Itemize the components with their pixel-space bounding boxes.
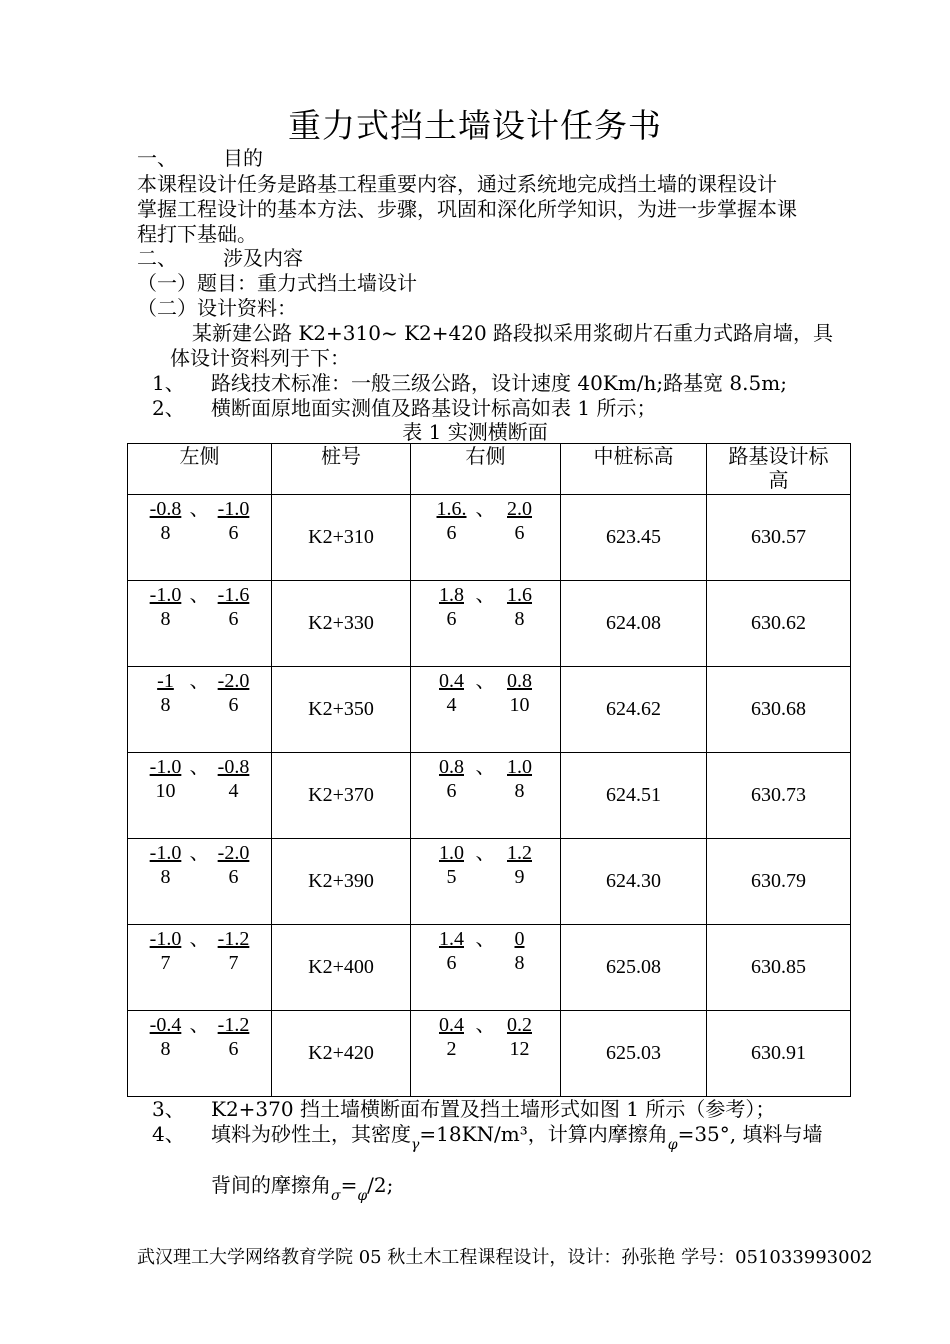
- center-elevation-cell: [561, 839, 707, 925]
- fraction-denominator: 7: [228, 952, 239, 974]
- fraction-denominator: 6: [228, 694, 239, 716]
- slope-fraction: [496, 927, 544, 975]
- slope-fraction: [496, 755, 544, 803]
- center-elevation-cell-value: 625.03: [606, 1042, 661, 1064]
- design-elevation-cell-value: 630.79: [751, 870, 806, 892]
- table-row: [128, 581, 851, 667]
- fraction-numerator: 1.6: [507, 584, 532, 606]
- station-cell-value: K2+420: [308, 1042, 374, 1064]
- right-side-cell: [411, 839, 561, 925]
- fraction-numerator: -1.0: [149, 584, 182, 606]
- slope-fraction: [496, 497, 544, 545]
- separator: 、: [189, 584, 210, 606]
- right-side-cell: [411, 753, 561, 839]
- separator: 、: [475, 498, 496, 520]
- slope-fraction: [428, 497, 476, 545]
- slope-fraction: [428, 669, 476, 717]
- list-text: 路线技术标准：一般三级公路，设计速度 40Km/h;路基宽 8.5m;: [211, 371, 787, 395]
- center-elevation-cell: [561, 1011, 707, 1097]
- slope-fraction: [142, 755, 190, 803]
- design-elevation-cell-value: 630.68: [751, 698, 806, 720]
- station-cell: [272, 925, 411, 1011]
- slope-fraction: [210, 497, 258, 545]
- fraction-numerator: 0.8: [507, 670, 532, 692]
- fraction-denominator: 8: [160, 866, 171, 888]
- fraction-numerator: 2.0: [507, 498, 532, 520]
- station-cell-value: K2+400: [308, 956, 374, 978]
- table-caption: 表 1 实测横断面: [402, 420, 548, 444]
- station-cell-value: K2+390: [308, 870, 374, 892]
- fraction-numerator: -1.0: [149, 928, 182, 950]
- design-elevation-cell-value: 630.91: [751, 1042, 806, 1064]
- fraction-numerator: -1.6: [217, 584, 250, 606]
- list-text: 背间的摩擦角: [211, 1173, 331, 1197]
- center-elevation-cell: [561, 753, 707, 839]
- subsection-title: （二）设计资料：: [137, 296, 297, 320]
- fraction-numerator: 1.8: [439, 584, 464, 606]
- list-text: =35°, 填料与墙: [677, 1122, 823, 1146]
- station-cell-value: K2+310: [308, 526, 374, 548]
- fraction-numerator: -0.8: [149, 498, 182, 520]
- fraction-denominator: 8: [160, 1038, 171, 1060]
- left-side-cell: [128, 667, 272, 753]
- slope-fraction: [428, 927, 476, 975]
- table-row: [128, 839, 851, 925]
- column-header: 桩号: [272, 444, 411, 495]
- section-2-heading: [137, 245, 303, 271]
- fraction-numerator: -0.8: [217, 756, 250, 778]
- list-text: 横断面原地面实测值及路基设计标高如表 1 所示；: [211, 396, 657, 420]
- page-title: 重力式挡土墙设计任务书: [288, 106, 662, 145]
- fraction-numerator: -1.2: [217, 1014, 250, 1036]
- fraction-numerator: 1.0: [507, 756, 532, 778]
- table-row: [128, 925, 851, 1011]
- separator: 、: [475, 756, 496, 778]
- separator: 、: [189, 670, 210, 692]
- list-item: [152, 1121, 823, 1153]
- list-text: 填料为砂性土，其密度: [211, 1122, 411, 1146]
- fraction-numerator: 1.6.: [436, 498, 467, 520]
- separator: 、: [475, 1014, 496, 1036]
- center-elevation-cell-value: 624.08: [606, 612, 661, 634]
- section-number: 二、: [137, 246, 177, 270]
- list-number: 3、: [152, 1097, 185, 1121]
- slope-fraction: [496, 583, 544, 631]
- fraction-numerator: 1.0: [439, 842, 464, 864]
- slope-fraction: [210, 1013, 258, 1061]
- fraction-denominator: 6: [446, 780, 457, 802]
- fraction-denominator: 8: [160, 694, 171, 716]
- slope-fraction: [428, 1013, 476, 1061]
- left-side-cell: [128, 925, 272, 1011]
- station-cell-value: K2+370: [308, 784, 374, 806]
- cross-section-table: [127, 443, 851, 1097]
- table-row: [128, 667, 851, 753]
- design-elevation-cell: [707, 753, 851, 839]
- center-elevation-cell-value: 624.62: [606, 698, 661, 720]
- list-number: 1、: [152, 371, 185, 395]
- design-elevation-cell-value: 630.73: [751, 784, 806, 806]
- table-row: [128, 495, 851, 581]
- right-side-cell: [411, 667, 561, 753]
- table-row: [128, 753, 851, 839]
- center-elevation-cell: [561, 581, 707, 667]
- list-text: =18KN/m³，计算内摩擦角: [419, 1122, 668, 1146]
- fraction-denominator: 5: [446, 866, 457, 888]
- left-side-cell: [128, 495, 272, 581]
- left-side-cell: [128, 1011, 272, 1097]
- center-elevation-cell-value: 623.45: [606, 526, 661, 548]
- right-side-cell: [411, 1011, 561, 1097]
- station-cell-value: K2+330: [308, 612, 374, 634]
- fraction-denominator: 6: [228, 522, 239, 544]
- design-elevation-cell-value: 630.57: [751, 526, 806, 548]
- column-header: 中桩标高: [561, 444, 707, 495]
- fraction-denominator: 4: [228, 780, 239, 802]
- fraction-numerator: 0.4: [439, 670, 464, 692]
- fraction-denominator: 8: [514, 780, 525, 802]
- page-footer: 武汉理工大学网络教育学院 05 秋土木工程课程设计，设计：孙张艳 学号：051033993002: [137, 1247, 873, 1268]
- fraction-denominator: 10: [509, 694, 530, 716]
- gamma-symbol: γ: [411, 1137, 420, 1153]
- slope-fraction: [142, 927, 190, 975]
- fraction-denominator: 2: [446, 1038, 457, 1060]
- design-elevation-cell: [707, 581, 851, 667]
- column-header: 左侧: [128, 444, 272, 495]
- slope-fraction: [210, 669, 258, 717]
- fraction-numerator: 0.4: [439, 1014, 464, 1036]
- design-elevation-cell: [707, 839, 851, 925]
- column-header: 路基设计标高: [707, 444, 851, 495]
- center-elevation-cell: [561, 667, 707, 753]
- slope-fraction: [142, 669, 190, 717]
- fraction-numerator: -1.0: [217, 498, 250, 520]
- slope-fraction: [428, 583, 476, 631]
- slope-fraction: [496, 841, 544, 889]
- slope-fraction: [142, 1013, 190, 1061]
- fraction-numerator: -1: [157, 670, 174, 692]
- slope-fraction: [210, 841, 258, 889]
- phi-symbol: φ: [357, 1188, 368, 1204]
- list-item-continuation: [211, 1172, 394, 1204]
- fraction-numerator: 0.2: [507, 1014, 532, 1036]
- station-cell: [272, 495, 411, 581]
- fraction-denominator: 6: [446, 522, 457, 544]
- station-cell: [272, 667, 411, 753]
- fraction-numerator: 1.2: [507, 842, 532, 864]
- phi-symbol: φ: [667, 1137, 678, 1153]
- table-header-row: [128, 444, 851, 495]
- design-elevation-cell-value: 630.62: [751, 612, 806, 634]
- fraction-denominator: 6: [228, 608, 239, 630]
- paragraph-line: 本课程设计任务是路基工程重要内容，通过系统地完成挡土墙的课程设计: [137, 172, 777, 196]
- fraction-denominator: 8: [514, 952, 525, 974]
- fraction-denominator: 9: [514, 866, 525, 888]
- fraction-numerator: 1.4: [439, 928, 464, 950]
- list-item: [152, 1096, 775, 1122]
- slope-fraction: [428, 841, 476, 889]
- slope-fraction: [210, 583, 258, 631]
- station-cell-value: K2+350: [308, 698, 374, 720]
- fraction-denominator: 8: [514, 608, 525, 630]
- design-elevation-cell: [707, 667, 851, 753]
- fraction-denominator: 6: [446, 952, 457, 974]
- table-row: [128, 1011, 851, 1097]
- fraction-denominator: 6: [446, 608, 457, 630]
- slope-fraction: [210, 755, 258, 803]
- equals-sign: =: [340, 1173, 358, 1197]
- separator: 、: [475, 670, 496, 692]
- separator: 、: [189, 842, 210, 864]
- list-item: [152, 370, 787, 396]
- paragraph-line: 掌握工程设计的基本方法、步骤，巩固和深化所学知识，为进一步掌握本课: [137, 197, 797, 221]
- fraction-denominator: 8: [160, 608, 171, 630]
- right-side-cell: [411, 495, 561, 581]
- fraction-numerator: 0: [514, 928, 525, 950]
- fraction-numerator: -1.0: [149, 756, 182, 778]
- left-side-cell: [128, 581, 272, 667]
- sigma-symbol: σ: [331, 1188, 341, 1204]
- fraction-denominator: 6: [514, 522, 525, 544]
- list-item: [152, 395, 656, 421]
- design-elevation-cell-value: 630.85: [751, 956, 806, 978]
- slope-fraction: [142, 841, 190, 889]
- fraction-numerator: -1.2: [217, 928, 250, 950]
- right-side-cell: [411, 581, 561, 667]
- section-title: 涉及内容: [223, 246, 303, 270]
- station-cell: [272, 839, 411, 925]
- center-elevation-cell-value: 625.08: [606, 956, 661, 978]
- center-elevation-cell-value: 624.51: [606, 784, 661, 806]
- list-text: /2;: [367, 1173, 394, 1197]
- fraction-numerator: -2.0: [217, 842, 250, 864]
- section-1-heading: [137, 145, 263, 171]
- slope-fraction: [210, 927, 258, 975]
- station-cell: [272, 581, 411, 667]
- list-number: 2、: [152, 396, 185, 420]
- slope-fraction: [428, 755, 476, 803]
- fraction-denominator: 8: [160, 522, 171, 544]
- intro-line: 某新建公路 K2+310~ K2+420 路段拟采用浆砌片石重力式路肩墙，具: [192, 321, 834, 345]
- separator: 、: [475, 928, 496, 950]
- design-elevation-cell: [707, 925, 851, 1011]
- separator: 、: [475, 584, 496, 606]
- station-cell: [272, 1011, 411, 1097]
- list-number: 4、: [152, 1122, 185, 1146]
- fraction-denominator: 4: [446, 694, 457, 716]
- fraction-numerator: -2.0: [217, 670, 250, 692]
- paragraph-line: 程打下基础。: [137, 222, 257, 246]
- fraction-denominator: 12: [509, 1038, 530, 1060]
- fraction-denominator: 6: [228, 866, 239, 888]
- fraction-denominator: 7: [160, 952, 171, 974]
- subsection-title: （一）题目：重力式挡土墙设计: [137, 271, 417, 295]
- left-side-cell: [128, 753, 272, 839]
- slope-fraction: [496, 669, 544, 717]
- left-side-cell: [128, 839, 272, 925]
- section-title: 目的: [223, 146, 263, 170]
- slope-fraction: [496, 1013, 544, 1061]
- center-elevation-cell: [561, 925, 707, 1011]
- center-elevation-cell-value: 624.30: [606, 870, 661, 892]
- slope-fraction: [142, 583, 190, 631]
- fraction-numerator: 0.8: [439, 756, 464, 778]
- center-elevation-cell: [561, 495, 707, 581]
- design-elevation-cell: [707, 1011, 851, 1097]
- separator: 、: [189, 1014, 210, 1036]
- fraction-numerator: -0.4: [149, 1014, 182, 1036]
- section-number: 一、: [137, 146, 177, 170]
- fraction-denominator: 6: [228, 1038, 239, 1060]
- list-text: K2+370 挡土墙横断面布置及挡土墙形式如图 1 所示（参考）；: [211, 1097, 776, 1121]
- fraction-denominator: 10: [155, 780, 176, 802]
- separator: 、: [475, 842, 496, 864]
- station-cell: [272, 753, 411, 839]
- right-side-cell: [411, 925, 561, 1011]
- slope-fraction: [142, 497, 190, 545]
- design-elevation-cell: [707, 495, 851, 581]
- fraction-numerator: -1.0: [149, 842, 182, 864]
- intro-line: 体设计资料列于下：: [170, 346, 350, 370]
- separator: 、: [189, 756, 210, 778]
- separator: 、: [189, 498, 210, 520]
- separator: 、: [189, 928, 210, 950]
- column-header: 右侧: [411, 444, 561, 495]
